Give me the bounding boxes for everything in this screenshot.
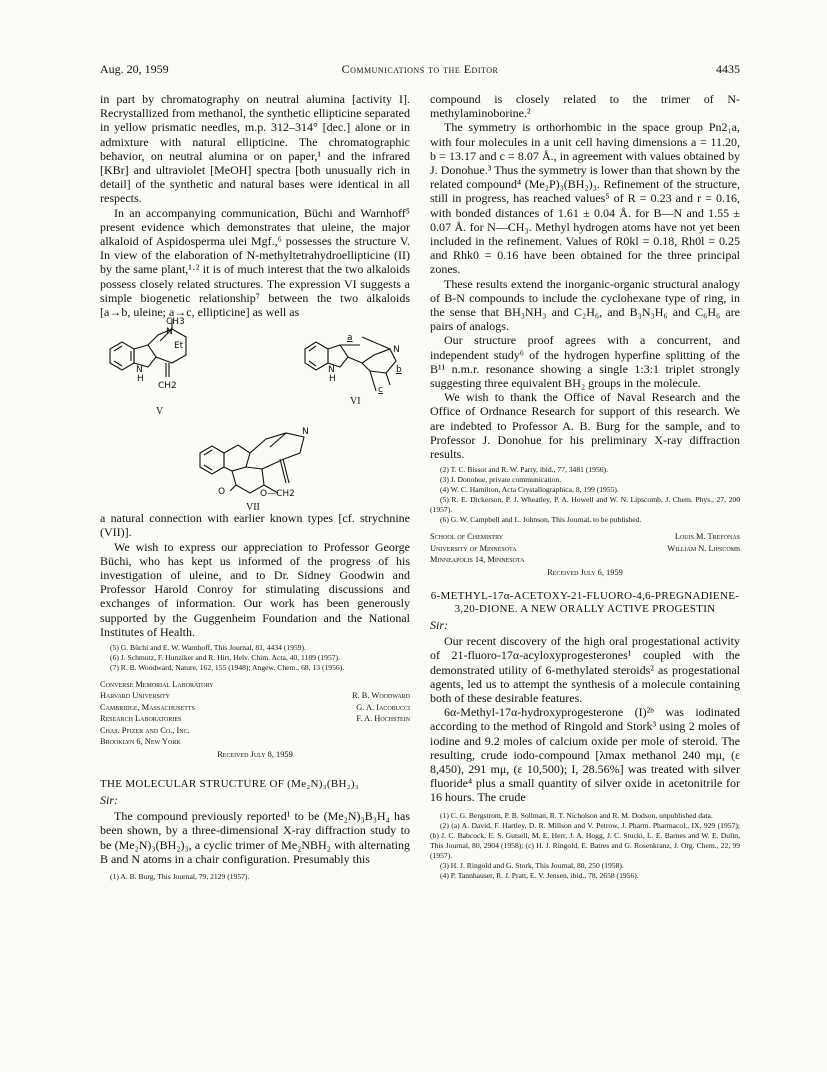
references — [100, 643, 410, 673]
right-column — [430, 92, 740, 881]
received-date: Received July 8, 1959 — [217, 749, 293, 759]
salutation: Sir: — [100, 792, 118, 807]
affiliation: Minneapolis 14, Minnesota — [430, 555, 525, 565]
article-title: 6-METHYL-17α-ACETOXY-21-FLUORO-4,6-PREGNADIENE-3,20-DIONE. A NEW ORALLY ACTIVE PROGESTIN — [430, 589, 740, 615]
author-name: G. A. Iacobucci — [356, 702, 410, 712]
paragraph: The compound previously reported¹ to be (Me₂N)₃B₃H₄ has been shown, by a three-dimensional X-ray diffraction study to be (Me₂N)₃(BH₂)₃, a cyclic trimer of Me₂NBH₂ with alternating B and N atoms in a chair configuration. Presumably this — [100, 809, 410, 866]
label-nh: N — [136, 365, 143, 376]
running-header — [100, 62, 740, 78]
structures-v-vi-drawing — [100, 319, 410, 423]
label-och2: O—CH2 — [260, 489, 295, 500]
footnote: (1) C. G. Bergstrom, P. B. Sollman, R. T. Nicholson and R. M. Dodson, unpublished data. — [440, 810, 713, 820]
reference: (6) J. Schmutz, F. Hunziker and R. Hirt, Helv. Chim. Acta, 40, 1189 (1957). — [110, 653, 340, 663]
reference: (5) R. E. Dickerson, P. J. Wheatley, P. A. Howell and W. N. Lipscomb, J. Chem. Phys., 27, 200 (1957). — [430, 495, 740, 515]
structure-diagrams-v-vi — [100, 319, 410, 423]
reference: (3) J. Donohue, private communication. — [440, 475, 562, 485]
footnote: (4) P. Tannhauser, R. J. Pratt, E. V. Jensen, ibid., 78, 2658 (1956). — [440, 870, 639, 880]
label-v: V — [156, 406, 164, 418]
label-b: b — [396, 365, 402, 376]
author-name: Louis M. Trefonas — [674, 532, 740, 542]
reference: (5) G. Büchi and E. W. Warnhoff, This Journal, 81, 4434 (1959). — [110, 643, 306, 653]
reference: (4) W. C. Hamilton, Acta Crystallographica, 8, 199 (1955). — [440, 485, 619, 495]
footnote: (1) A. B. Burg, This Journal, 79, 2129 (1957). — [110, 871, 250, 881]
paragraph: Our recent discovery of the high oral progestational activity of 21-fluoro-17α-acyloxyprogesterones¹ coupled with the demonstrated utility of 6-methylated steroids² as progestational agents, led us to attempt the synthesis of a molecule containing both of these desirable features. — [430, 634, 740, 705]
paragraph: We wish to thank the Office of Naval Research and the Office of Ordnance Research for support of this research. We are indebted to Professor A. B. Burg for the sample, and to Professor J. Donohue for his preliminary X-ray diffraction results. — [430, 390, 740, 462]
author-name: F. A. Hochstein — [356, 714, 410, 724]
references — [430, 465, 740, 525]
paragraph: These results extend the inorganic-organic structural analogy of B-N compounds to include the cyclohexane type of ring, in the sense that BH₃NH₃ and C₂H₆, and B₃N₃H₆ and C₆H₆ are pairs of analogs. — [430, 276, 740, 334]
affiliation: Harvard University — [100, 691, 170, 701]
label-ch2: CH2 — [158, 381, 177, 392]
label-n-vi: N — [393, 345, 400, 356]
footnotes — [430, 811, 740, 881]
label-h: H — [137, 374, 144, 385]
structure-diagram-vii — [100, 423, 410, 514]
label-h-vi: H — [329, 374, 336, 385]
author-signature-block — [430, 531, 740, 578]
paragraph: 6α-Methyl-17α-hydroxyprogesterone (I)²ᵇ was iodinated according to the method of Ringold and Stork³ using 2 moles of iodine and 9.2 moles of calcium oxide per mole of steroid. The resulting, crude iodo-compound [λmax methanol 240 mμ, (ε 8,450), 291 mμ, (ε 10,500); I, 28.56%] was treated with silver fluoride⁴ plus a small quantity of silver oxide in acetonitrile for 16 hours. The crude — [430, 705, 740, 805]
label-nh-vi: N — [328, 365, 335, 376]
author-signature-block — [100, 679, 410, 760]
footnote: (3) H. J. Ringold and G. Stork, This Journal, 80, 250 (1958). — [440, 860, 624, 870]
footnote: (2) (a) A. David, F. Hartley, D. R. Millson and V. Petrow, J. Pharm. Pharmacol., IX, 929 (1957); (b) J. C. Babcock, E. S. Gutsell, M. E. Herr, J. A. Hogg, J. C. Stucki, L. E. Barnes and W. E. Dulin, This Journal, 80, 2904 (1958); (c) H. J. Ringold, E. Batres and G. Rosenkranz, J. Org. Chem., 22, 99 (1957). — [430, 820, 740, 860]
author-name: William N. Lipscomb — [667, 543, 740, 553]
reference: (2) T. C. Bissot and R. W. Parry, ibid., 77, 3481 (1956). — [440, 465, 608, 475]
label-o: O — [218, 487, 226, 498]
author-name: R. B. Woodward — [352, 691, 410, 701]
label-vi: VI — [350, 396, 361, 408]
label-a: a — [347, 333, 353, 344]
received-date: Received July 6, 1959 — [547, 567, 623, 577]
label-c: c — [378, 385, 383, 396]
label-vii: VII — [246, 502, 260, 514]
affiliation: University of Minnesota — [430, 543, 517, 553]
label-ch3: CH3 — [166, 317, 185, 328]
reference: (7) R. B. Woodward, Nature, 162, 155 (1948); Angew. Chem., 68, 13 (1956). — [110, 663, 345, 673]
label-n-vii: N — [302, 427, 309, 438]
paragraph: The symmetry is orthorhombic in the space group Pn2₁a, with four molecules in a unit cell having dimensions a = 11.20, b = 13.17 and c = 8.07 Å., in agreement with values obtained by J. Donohue.³ Thus the symmetry is lower than that shown by the related compound⁴ (Me₂P)₃(BH₂)₃. Refinement of the structure, still in progress, has reached values⁵ of R = 0.23 and r = 0.16, with bonded distances of 1.61 ± 0.04 Å. for B—N and 1.55 ± 0.07 Å. for N—CH₃. Methyl hydrogen atoms have not yet been included in the refinement. Values of R0kl = 0.18, Rh0l = 0.25 and Rhk0 = 0.16 have been obtained for the three principal zones. — [430, 120, 740, 277]
structure-vii-drawing — [100, 423, 410, 511]
label-et: Et — [174, 341, 184, 352]
label-n: N — [166, 327, 173, 338]
affiliation: Research Laboratories — [100, 714, 182, 724]
paragraph: a natural connection with earlier known types [cf. strychnine (VII)]. — [100, 511, 410, 540]
salutation: Sir: — [430, 617, 448, 632]
paragraph: in part by chromatography on neutral alumina [activity I]. Recrystallized from methanol, the synthetic ellipticine separated in yellow prismatic needles, m.p. 312–314° [dec.] alone or in admixture with natural ellipticine. The chromatographic behavior, on neutral alumina or on paper,¹ and the infrared [KBr] and ultraviolet [MeOH] spectra [both unusually rich in detail] of the synthetic and natural bases were identical in all respects. — [100, 92, 410, 206]
article-title: THE MOLECULAR STRUCTURE OF (Me₂N)₃(BH₂)₃ — [100, 777, 359, 790]
header-date: Aug. 20, 1959 — [100, 62, 169, 76]
header-page-number: 4435 — [716, 62, 740, 76]
paragraph: Our structure proof agrees with a concurrent, and independent study⁶ of the hydrogen hyperfine splitting of the B¹¹ n.m.r. resonance showing a single 1:3:1 triplet strongly suggesting three equivalent BH₂ groups in the molecule. — [430, 333, 740, 391]
affiliation: Chas. Pfizer and Co., Inc. — [100, 725, 190, 735]
paragraph: In an accompanying communication, Büchi and Warnhoff⁵ present evidence which demonstrates that uleine, the major alkaloid of Aspidosperma ulei Mgf.,⁶ possesses the structure V. In view of the elaboration of N-methyltetrahydroellipticine (II) by the same plant,¹·² it is of much interest that the two alkaloids possess closely related structures. The expression VI suggests a simple biogenetic relationship⁷ between the two alkaloids [a→b, uleine; a→c, ellipticine] as well as — [100, 205, 410, 320]
reference: (6) G. W. Campbell and L. Johnson, This Journal, to be published. — [440, 515, 642, 525]
affiliation: Cambridge, Massachusetts — [100, 702, 195, 712]
left-column — [100, 92, 410, 882]
affiliation: School of Chemistry — [430, 532, 504, 542]
paragraph: compound is closely related to the trimer of N-methylaminoborine.² — [430, 92, 740, 121]
affiliation: Converse Memorial Laboratory — [100, 680, 214, 690]
paragraph: We wish to express our appreciation to Professor George Büchi, who has kept us informed of the progress of his investigation of uleine, and to Dr. Sidney Goodwin and Professor Harold Conroy for stimulating discussions and exchanges of information. Our work has been generously supported by the Guggenheim Foundation and the National Institutes of Health. — [100, 539, 410, 639]
affiliation: Brooklyn 6, New York — [100, 737, 181, 747]
header-section: Communications to the Editor — [341, 62, 499, 76]
